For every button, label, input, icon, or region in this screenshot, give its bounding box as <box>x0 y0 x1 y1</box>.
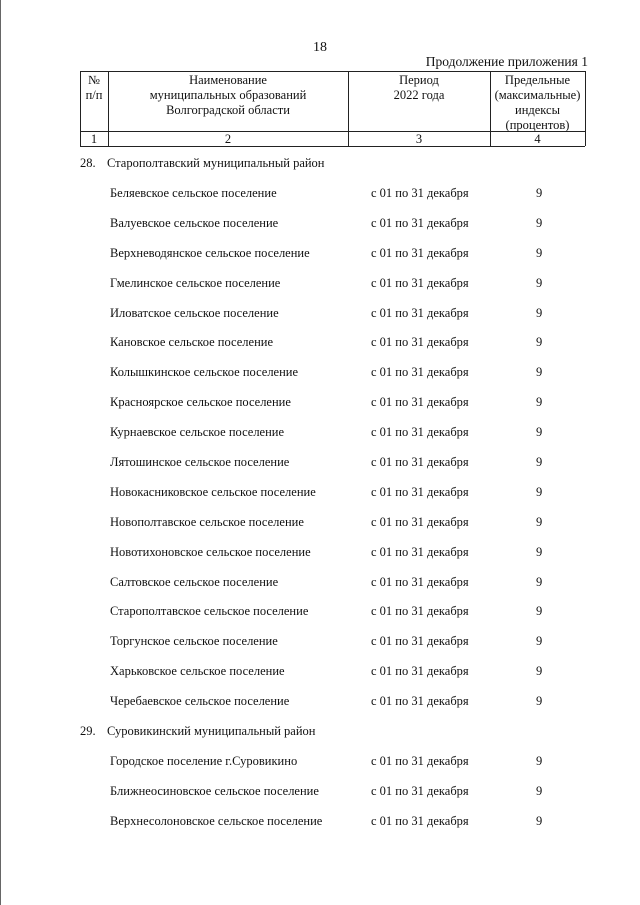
table-row <box>0 598 640 628</box>
index-cell: 9 <box>536 335 543 349</box>
index-cell: 9 <box>536 545 543 559</box>
period-cell: с 01 по 31 декабря <box>371 515 469 529</box>
settlement-name: Иловатское сельское поселение <box>110 306 279 320</box>
table-row <box>0 419 640 449</box>
index-cell: 9 <box>536 395 543 409</box>
index-cell: 9 <box>536 425 543 439</box>
period-cell: с 01 по 31 декабря <box>371 634 469 648</box>
index-cell: 9 <box>536 634 543 648</box>
header-col-index-line: (процентов) <box>505 118 570 132</box>
district-row <box>0 150 640 180</box>
index-cell: 9 <box>536 216 543 230</box>
settlement-name: Колышкинское сельское поселение <box>110 365 299 379</box>
period-cell: с 01 по 31 декабря <box>371 545 469 559</box>
settlement-name: Ближнеосиновское сельское поселение <box>110 784 319 798</box>
period-cell: с 01 по 31 декабря <box>371 276 469 290</box>
period-cell: с 01 по 31 декабря <box>371 425 469 439</box>
table-row <box>0 300 640 330</box>
table-row <box>0 628 640 658</box>
table-header <box>80 71 585 146</box>
period-cell: с 01 по 31 декабря <box>371 365 469 379</box>
header-col-period-line: 2022 года <box>393 88 445 102</box>
district-row <box>0 718 640 748</box>
index-cell: 9 <box>536 814 543 828</box>
table-row <box>0 270 640 300</box>
header-col-period-line: Период <box>399 73 439 87</box>
header-col-index <box>490 73 585 133</box>
settlement-name: Беляевское сельское поселение <box>110 186 277 200</box>
index-cell: 9 <box>536 485 543 499</box>
period-cell: с 01 по 31 декабря <box>371 395 469 409</box>
settlement-name: Новополтавское сельское поселение <box>110 515 304 529</box>
index-cell: 9 <box>536 186 543 200</box>
settlement-name: Лятошинское сельское поселение <box>110 455 290 469</box>
period-cell: с 01 по 31 декабря <box>371 485 469 499</box>
header-col-name-line: муниципальных образований <box>149 88 307 102</box>
index-cell: 9 <box>536 455 543 469</box>
table-row <box>0 688 640 718</box>
settlement-name: Харьковское сельское поселение <box>110 664 285 678</box>
column-index-2: 2 <box>224 132 232 146</box>
period-cell: с 01 по 31 декабря <box>371 186 469 200</box>
header-col-index-line: Предельные <box>504 73 571 87</box>
settlement-name: Черебаевское сельское поселение <box>110 694 290 708</box>
table-row <box>0 569 640 599</box>
settlement-name: Городское поселение г.Суровикино <box>110 754 298 768</box>
period-cell: с 01 по 31 декабря <box>371 575 469 589</box>
column-index-3: 3 <box>415 132 423 146</box>
index-cell: 9 <box>536 754 543 768</box>
table-row <box>0 389 640 419</box>
period-cell: с 01 по 31 декабря <box>371 604 469 618</box>
header-col-index-line: (максимальные) <box>494 88 581 102</box>
column-index-1: 1 <box>90 132 98 146</box>
table-row <box>0 359 640 389</box>
settlement-name: Верхнесолоновское сельское поселение <box>110 814 323 828</box>
header-col-period <box>348 73 490 103</box>
settlement-name: Курнаевское сельское поселение <box>110 425 285 439</box>
header-top-rule <box>80 71 585 72</box>
table-row <box>0 449 640 479</box>
index-cell: 9 <box>536 246 543 260</box>
period-cell: с 01 по 31 декабря <box>371 216 469 230</box>
header-col-num-line: п/п <box>85 88 103 102</box>
settlement-name: Торгунское сельское поселение <box>110 634 278 648</box>
settlement-name: Новокасниковское сельское поселение <box>110 485 316 499</box>
settlement-name: Салтовское сельское поселение <box>110 575 279 589</box>
table-row <box>0 210 640 240</box>
period-cell: с 01 по 31 декабря <box>371 814 469 828</box>
period-cell: с 01 по 31 декабря <box>371 694 469 708</box>
index-cell: 9 <box>536 694 543 708</box>
header-col-num <box>80 73 108 103</box>
settlement-name: Валуевское сельское поселение <box>110 216 279 230</box>
period-cell: с 01 по 31 декабря <box>371 784 469 798</box>
header-col-name-line: Волгоградской области <box>166 103 290 117</box>
column-index-4: 4 <box>534 132 541 146</box>
table-row <box>0 240 640 270</box>
header-vline-4 <box>585 71 586 146</box>
index-cell: 9 <box>536 276 543 290</box>
index-cell: 9 <box>536 604 543 618</box>
settlement-name: Кановское сельское поселение <box>110 335 274 349</box>
period-cell: с 01 по 31 декабря <box>371 754 469 768</box>
header-col-name <box>108 73 348 118</box>
table-row <box>0 180 640 210</box>
settlement-name: Новотихоновское сельское поселение <box>110 545 311 559</box>
settlement-name: Старополтавское сельское поселение <box>110 604 309 618</box>
row-number: 29. <box>80 724 96 738</box>
page-number: 18 <box>313 40 327 55</box>
table-row <box>0 778 640 808</box>
row-number: 28. <box>80 156 96 170</box>
header-col-name-line: Наименование <box>189 73 267 87</box>
index-cell: 9 <box>536 306 543 320</box>
district-name: Старополтавский муниципальный район <box>107 156 325 170</box>
header-col-index-line: индексы <box>515 103 560 117</box>
table-row <box>0 748 640 778</box>
table-row <box>0 479 640 509</box>
district-name: Суровикинский муниципальный район <box>107 724 316 738</box>
settlement-name: Гмелинское сельское поселение <box>110 276 281 290</box>
settlement-name: Красноярское сельское поселение <box>110 395 291 409</box>
index-cell: 9 <box>536 365 543 379</box>
settlement-name: Верхневодянское сельское поселение <box>110 246 310 260</box>
period-cell: с 01 по 31 декабря <box>371 246 469 260</box>
index-cell: 9 <box>536 784 543 798</box>
period-cell: с 01 по 31 декабря <box>371 455 469 469</box>
period-cell: с 01 по 31 декабря <box>371 306 469 320</box>
table-row <box>0 658 640 688</box>
table-row <box>0 539 640 569</box>
index-cell: 9 <box>536 575 543 589</box>
table-row <box>0 808 640 838</box>
index-cell: 9 <box>536 664 543 678</box>
header-col-num-line: № <box>88 73 100 87</box>
period-cell: с 01 по 31 декабря <box>371 664 469 678</box>
period-cell: с 01 по 31 декабря <box>371 335 469 349</box>
table-row <box>0 329 640 359</box>
table-row <box>0 509 640 539</box>
index-cell: 9 <box>536 515 543 529</box>
continuation-note: Продолжение приложения 1 <box>425 54 588 69</box>
